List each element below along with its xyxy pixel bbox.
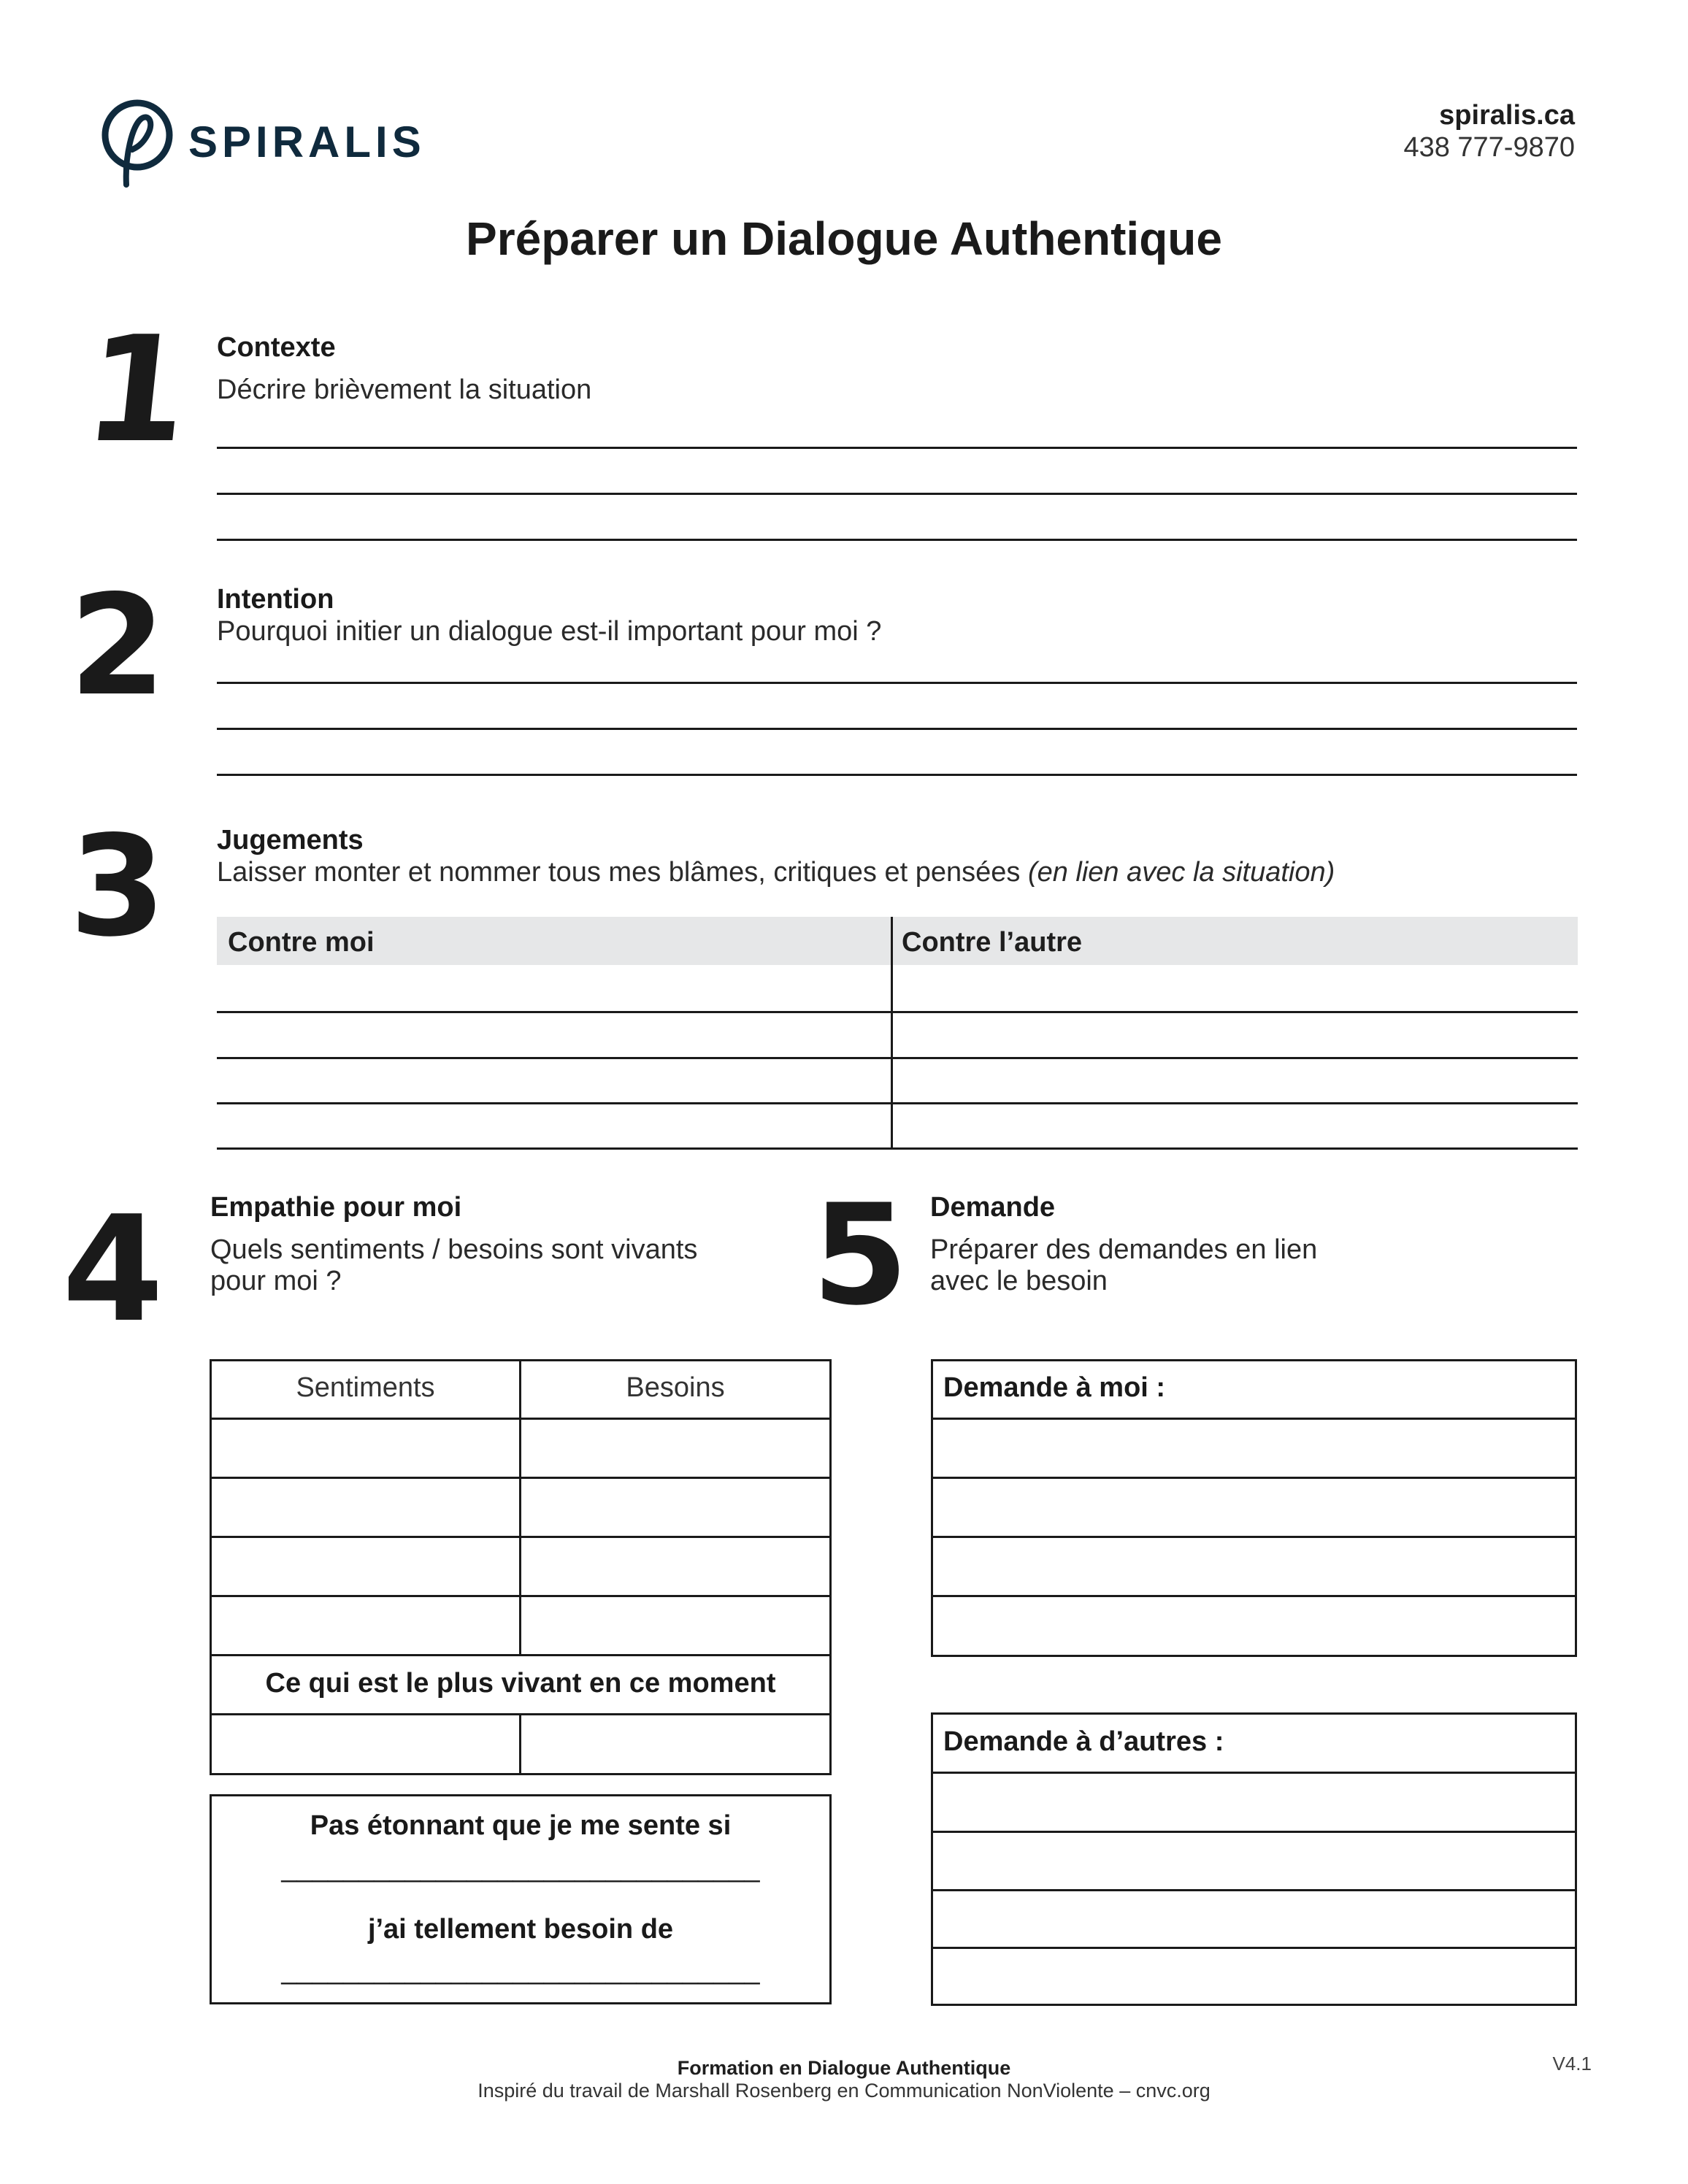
section-5-subtitle-line2: avec le besoin — [930, 1266, 1108, 1296]
footer-title: Formation en Dialogue Authentique — [677, 2057, 1011, 2079]
col-against-other: Contre l’autre — [902, 927, 1083, 958]
fn-line-4[interactable] — [210, 1595, 832, 1597]
section-4-subtitle-line1: Quels sentiments / besoins sont vivants — [210, 1234, 698, 1265]
context-line-2[interactable] — [217, 493, 1577, 495]
section-2-subtitle: Pourquoi initier un dialogue est-il important pour moi ? — [217, 616, 882, 647]
section-3-title: Jugements — [217, 825, 364, 855]
section-1-title: Contexte — [217, 332, 336, 363]
section-4-title: Empathie pour moi — [210, 1192, 462, 1223]
intention-line-3[interactable] — [217, 774, 1577, 776]
fn-line-6 — [210, 1713, 832, 1715]
version-label: V4.1 — [1552, 2053, 1592, 2075]
or-line-4[interactable] — [931, 1947, 1577, 1949]
others-request-label: Demande à d’autres : — [943, 1726, 1224, 1757]
col-feelings: Sentiments — [296, 1372, 435, 1403]
sr-line-1 — [931, 1418, 1577, 1420]
context-line-1[interactable] — [217, 447, 1577, 449]
brand-name: SPIRALIS — [188, 118, 426, 166]
fn-line-1 — [210, 1418, 832, 1420]
self-request-table — [931, 1359, 1577, 1657]
judgments-table-header — [217, 917, 1578, 965]
section-5-title: Demande — [930, 1192, 1056, 1223]
judgments-row-3[interactable] — [217, 1102, 1578, 1104]
sr-line-2[interactable] — [931, 1477, 1577, 1479]
intention-line-1[interactable] — [217, 682, 1577, 684]
or-line-1 — [931, 1772, 1577, 1774]
fn-line-5[interactable] — [210, 1654, 832, 1656]
intention-line-2[interactable] — [217, 728, 1577, 730]
need-blank[interactable]: _______________________________ — [281, 1955, 760, 1985]
step-number-3: 3 — [69, 806, 166, 967]
section-5-subtitle-line1: Préparer des demandes en lien — [930, 1234, 1318, 1265]
col-against-me: Contre moi — [228, 927, 375, 958]
context-line-3[interactable] — [217, 539, 1577, 541]
or-line-3[interactable] — [931, 1889, 1577, 1891]
step-number-4: 4 — [62, 1185, 164, 1355]
self-request-label: Demande à moi : — [943, 1372, 1166, 1403]
sr-line-4[interactable] — [931, 1595, 1577, 1597]
judgments-divider — [891, 917, 893, 1149]
no-wonder-text: Pas étonnant que je me sente si — [310, 1810, 732, 1841]
sr-line-3[interactable] — [931, 1536, 1577, 1538]
judgments-row-4[interactable] — [217, 1147, 1578, 1150]
section-3-subtitle-text: Laisser monter et nommer tous mes blâmes, critiques et pensées — [217, 857, 1021, 888]
need-text: j’ai tellement besoin de — [367, 1914, 674, 1945]
alive-divider — [519, 1714, 521, 1775]
fn-line-3[interactable] — [210, 1536, 832, 1538]
section-3-subtitle-italic: (en lien avec la situation) — [1027, 857, 1335, 888]
footer-credit: Inspiré du travail de Marshall Rosenberg en Communication NonViolente – cnvc.org — [477, 2080, 1211, 2102]
spiralis-logo-icon — [97, 97, 177, 192]
section-3-subtitle — [217, 856, 1335, 888]
step-number-2: 2 — [69, 565, 166, 726]
section-1-subtitle: Décrire brièvement la situation — [217, 374, 592, 405]
or-line-2[interactable] — [931, 1831, 1577, 1833]
judgments-row-2[interactable] — [217, 1057, 1578, 1059]
judgments-row-1[interactable] — [217, 1011, 1578, 1013]
section-4-subtitle-line2: pour moi ? — [210, 1266, 342, 1296]
no-wonder-blank[interactable]: _______________________________ — [281, 1853, 760, 1883]
step-number-5: 5 — [812, 1174, 909, 1336]
most-alive-label: Ce qui est le plus vivant en ce moment — [265, 1668, 776, 1699]
website-link[interactable]: spiralis.ca — [1439, 100, 1575, 131]
col-needs: Besoins — [626, 1372, 725, 1403]
page-title: Préparer un Dialogue Authentique — [466, 212, 1222, 265]
phone-number: 438 777-9870 — [1403, 132, 1575, 163]
step-number-1: 1 — [77, 305, 197, 475]
section-2-title: Intention — [217, 584, 334, 615]
fn-line-2[interactable] — [210, 1477, 832, 1479]
